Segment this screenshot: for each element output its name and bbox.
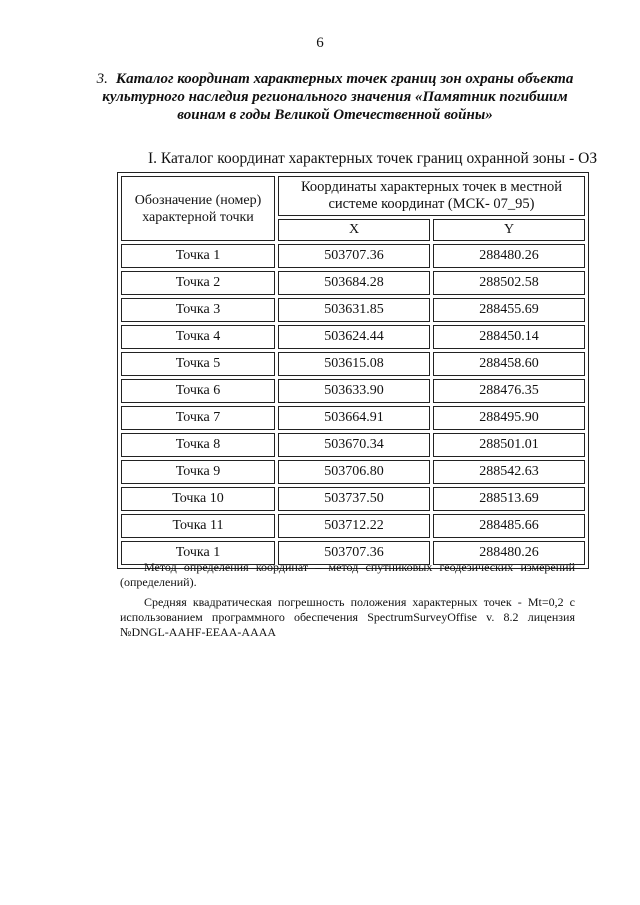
- header-x: X: [278, 219, 430, 241]
- cell-point: Точка 2: [121, 271, 275, 295]
- cell-x: 503706.80: [278, 460, 430, 484]
- cell-point: Точка 7: [121, 406, 275, 430]
- cell-x: 503664.91: [278, 406, 430, 430]
- cell-y: 288458.60: [433, 352, 585, 376]
- cell-x: 503712.22: [278, 514, 430, 538]
- table-row: [121, 487, 585, 511]
- table-row: [121, 271, 585, 295]
- cell-point: Точка 8: [121, 433, 275, 457]
- cell-point: Точка 10: [121, 487, 275, 511]
- cell-point: Точка 4: [121, 325, 275, 349]
- cell-y: 288455.69: [433, 298, 585, 322]
- coordinates-table: [117, 172, 589, 569]
- table-row: [121, 298, 585, 322]
- cell-point: Точка 11: [121, 514, 275, 538]
- cell-y: 288480.26: [433, 541, 585, 565]
- table-row: [121, 325, 585, 349]
- header-y: Y: [433, 219, 585, 241]
- cell-y: 288485.66: [433, 514, 585, 538]
- cell-y: 288495.90: [433, 406, 585, 430]
- cell-x: 503615.08: [278, 352, 430, 376]
- cell-point: Точка 5: [121, 352, 275, 376]
- table-row: [121, 433, 585, 457]
- note-method: Метод определения координат – метод спутниковых геодезических измерений (определений).: [120, 560, 575, 589]
- table-row: [121, 514, 585, 538]
- header-point-designation: Обозначение (номер) характерной точки: [121, 176, 275, 241]
- cell-y: 288542.63: [433, 460, 585, 484]
- note-accuracy: Средняя квадратическая погрешность положения характерных точек - Mt=0,2 с использованием программного обеспечения SpectrumSurveyOffise v. 8.2 лицензия №DNGL-AAHF-EEAA-AAAA: [120, 595, 575, 639]
- table-row: [121, 379, 585, 403]
- header-coordinates: Координаты характерных точек в местной системе координат (МСК- 07_95): [278, 176, 585, 216]
- cell-point: Точка 6: [121, 379, 275, 403]
- cell-x: 503684.28: [278, 271, 430, 295]
- cell-point: Точка 9: [121, 460, 275, 484]
- section-heading-text: Каталог координат характерных точек границ зон охраны объекта культурного наследия регионального значения «Памятник погибшим воинам в годы Великой Отечественной войны»: [102, 71, 574, 123]
- cell-point: Точка 3: [121, 298, 275, 322]
- cell-x: 503737.50: [278, 487, 430, 511]
- table-body: [121, 244, 585, 565]
- section-heading: [95, 70, 575, 124]
- cell-x: 503631.85: [278, 298, 430, 322]
- cell-y: 288480.26: [433, 244, 585, 268]
- table-row: [121, 352, 585, 376]
- table-row: [121, 460, 585, 484]
- cell-point: Точка 1: [121, 244, 275, 268]
- cell-x: 503624.44: [278, 325, 430, 349]
- cell-point: Точка 1: [121, 541, 275, 565]
- cell-y: 288450.14: [433, 325, 585, 349]
- table-row: [121, 244, 585, 268]
- cell-x: 503633.90: [278, 379, 430, 403]
- page-number: 6: [316, 35, 324, 51]
- cell-x: 503707.36: [278, 244, 430, 268]
- cell-y: 288476.35: [433, 379, 585, 403]
- table-row: [121, 406, 585, 430]
- notes: [120, 560, 575, 645]
- table-title: I. Каталог координат характерных точек границ охранной зоны - ОЗ: [148, 150, 598, 167]
- cell-x: 503707.36: [278, 541, 430, 565]
- cell-y: 288513.69: [433, 487, 585, 511]
- cell-y: 288501.01: [433, 433, 585, 457]
- section-number: 3.: [96, 71, 108, 87]
- cell-x: 503670.34: [278, 433, 430, 457]
- cell-y: 288502.58: [433, 271, 585, 295]
